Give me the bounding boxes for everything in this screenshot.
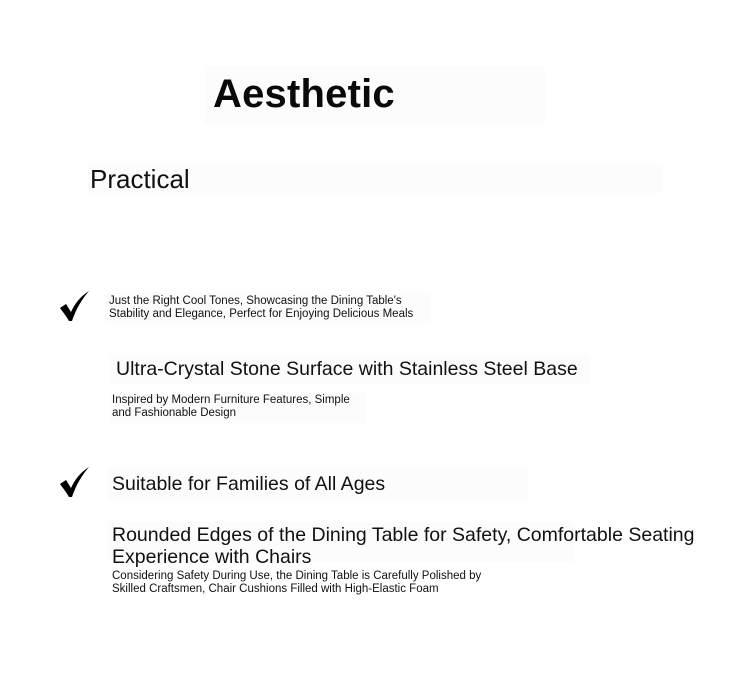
section1-tagline-line1: Just the Right Cool Tones, Showcasing the Dining Table's bbox=[109, 295, 402, 307]
page-subtitle: Practical bbox=[90, 164, 190, 194]
section2-feature-desc-line1: Considering Safety During Use, the Dining Table is Carefully Polished by bbox=[112, 570, 482, 582]
checkmark-icon bbox=[58, 467, 92, 499]
section2-feature-heading-line1: Rounded Edges of the Dining Table for Safety, Comfortable Seating bbox=[112, 524, 695, 546]
section1-feature-desc-line2: and Fashionable Design bbox=[112, 407, 237, 419]
section2-feature-heading bbox=[112, 524, 694, 568]
section1-feature-desc bbox=[112, 394, 350, 420]
section2-feature-desc bbox=[112, 570, 481, 596]
section2-feature-heading-line2: Experience with Chairs bbox=[112, 546, 312, 568]
checkmark-icon bbox=[58, 291, 92, 323]
section1-tagline-line2: Stability and Elegance, Perfect for Enjoying Delicious Meals bbox=[109, 308, 414, 320]
section2-heading: Suitable for Families of All Ages bbox=[112, 473, 386, 495]
section1-tagline bbox=[109, 295, 413, 321]
page-title: Aesthetic bbox=[213, 72, 395, 116]
section1-feature-heading: Ultra-Crystal Stone Surface with Stainless Steel Base bbox=[116, 358, 578, 380]
section2-feature-desc-line2: Skilled Craftsmen, Chair Cushions Filled with High-Elastic Foam bbox=[112, 583, 439, 595]
section1-feature-desc-line1: Inspired by Modern Furniture Features, Simple bbox=[112, 394, 350, 406]
